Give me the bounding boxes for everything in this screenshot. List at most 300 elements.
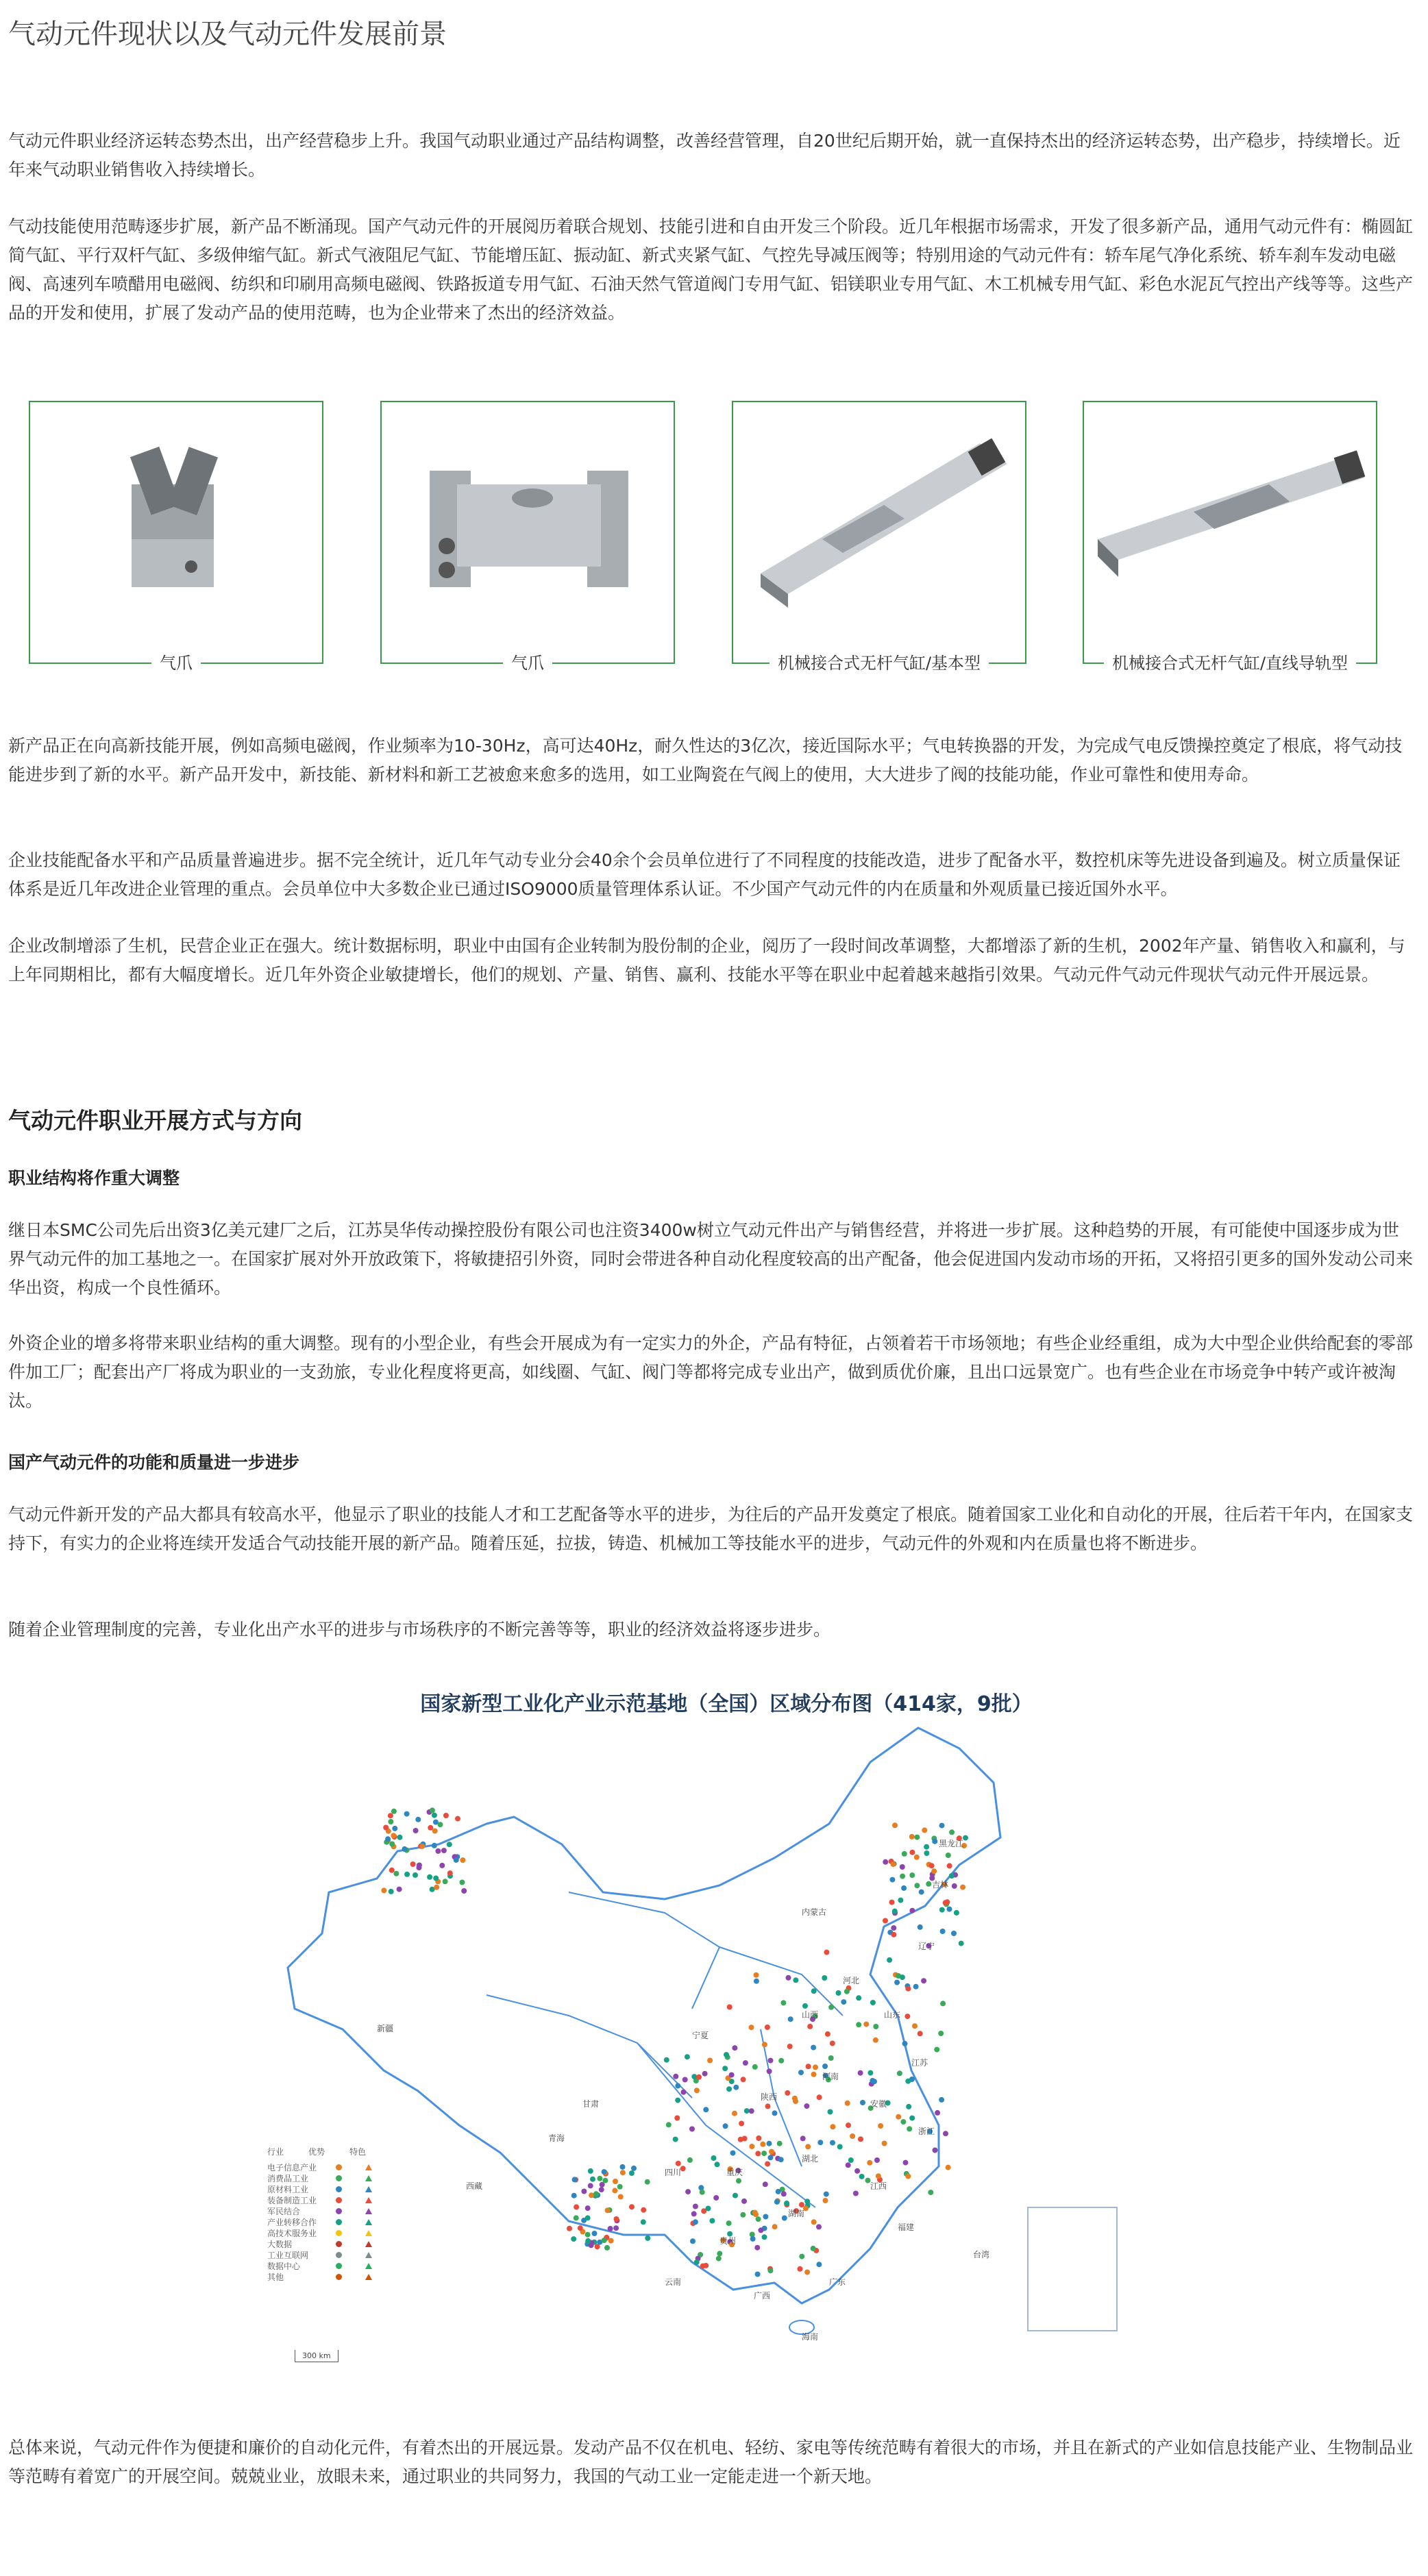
map-base-dot	[914, 1883, 920, 1888]
map-base-dot	[909, 1872, 915, 1878]
map-base-dot	[439, 1863, 445, 1868]
map-base-dot	[811, 2219, 817, 2225]
map-base-dot	[702, 2071, 708, 2077]
product-card[interactable]	[29, 401, 323, 673]
region-label: 安徽	[870, 2099, 887, 2109]
map-base-dot	[792, 2096, 798, 2101]
map-base-dot	[892, 1822, 898, 1828]
map-base-dot	[388, 1819, 393, 1824]
map-base-dot	[612, 2188, 617, 2193]
legend-row	[267, 2183, 404, 2194]
map-base-dot	[620, 2170, 626, 2175]
map-base-dot	[767, 2155, 773, 2160]
map-base-dot	[781, 2191, 787, 2196]
map-base-dot	[817, 2094, 822, 2100]
map-base-dot	[772, 2110, 778, 2116]
legend-feature-triangle	[365, 2274, 372, 2280]
map-base-dot	[932, 1839, 937, 1844]
region-label: 广东	[829, 2277, 846, 2287]
map-base-dot	[703, 2263, 709, 2268]
map-base-dot	[404, 1811, 410, 1817]
map-base-dot	[804, 2103, 809, 2109]
map-base-dot	[859, 2174, 865, 2179]
map-base-dot	[903, 2160, 909, 2166]
map-base-dot	[902, 2041, 908, 2046]
map-base-dot	[389, 1842, 395, 1847]
map-base-dot	[585, 2215, 591, 2220]
map-base-dot	[802, 2003, 808, 2009]
map-base-dot	[874, 2157, 880, 2163]
product-caption: 气爪	[151, 654, 201, 673]
legend-feature-triangle	[365, 2208, 372, 2214]
legend-advantage-dot	[336, 2164, 342, 2170]
scale-label: 300 km	[302, 2351, 331, 2360]
map-base-dot	[402, 1846, 407, 1852]
region-label: 福建	[898, 2222, 915, 2232]
map-base-dot	[700, 2190, 705, 2195]
map-base-dot	[816, 2224, 822, 2229]
map-base-dot	[724, 2052, 729, 2057]
map-base-dot	[645, 2236, 650, 2241]
map-base-dot	[703, 2107, 709, 2112]
map-base-dot	[784, 2201, 789, 2206]
map-base-dot	[846, 2162, 851, 2168]
map-base-dot	[433, 1820, 439, 1825]
map-base-dot	[727, 2005, 733, 2010]
map-base-dot	[455, 1816, 460, 1822]
map-base-dot	[906, 2104, 911, 2109]
map-base-dot	[752, 2210, 758, 2216]
map-base-dot	[963, 1835, 968, 1841]
legend-col-industry: 行业	[267, 2147, 284, 2157]
map-base-dot	[592, 2231, 598, 2236]
map-base-dot	[830, 2140, 835, 2146]
legend-advantage-dot	[336, 2186, 342, 2192]
map-base-dot	[641, 2219, 646, 2225]
region-label: 海南	[802, 2332, 819, 2342]
legend-feature-triangle	[365, 2175, 372, 2181]
map-base-dot	[811, 2045, 816, 2051]
map-base-dot	[824, 2192, 829, 2197]
legend-advantage-dot	[336, 2208, 342, 2214]
map-base-dot	[882, 2141, 887, 2146]
map-base-dot	[926, 1881, 931, 1887]
map-base-dot	[713, 2195, 719, 2201]
map-base-dot	[389, 1889, 394, 1894]
region-label: 台湾	[973, 2250, 990, 2259]
legend-feature-triangle	[365, 2186, 372, 2192]
paragraph: 外资企业的增多将带来职业结构的重大调整。现有的小型企业，有些会开展成为有一定实力的外企，产品有特征，占领着若干市场领地；有些企业经重组，成为大中型企业供给配套的零部件加工厂；配套出产厂将成为职业的一支劲旅，专业化程度将更高，如线圈、气缸、阀门等都将完成专业出产，做到质优价廉，且出口远景宽广。也有些企业在市场竞争中转产或许被淘汰。	[8, 1333, 1414, 1411]
legend-feature-triangle	[365, 2164, 372, 2170]
legend-feature-triangle	[365, 2263, 372, 2269]
map-base-dot	[732, 2111, 737, 2116]
map-base-dot	[860, 2100, 865, 2105]
map-base-dot	[912, 2023, 918, 2029]
region-label: 湖北	[802, 2154, 819, 2164]
map-base-dot	[434, 1885, 439, 1890]
map-base-dot	[432, 1829, 438, 1834]
map-base-dot	[804, 2199, 810, 2204]
map-base-dot	[873, 2038, 878, 2043]
map-base-dot	[873, 2024, 878, 2029]
map-base-dot	[590, 2177, 595, 2182]
page-title: 气动元件现状以及气动元件发展前景	[8, 18, 447, 50]
map-base-dot	[602, 2238, 607, 2243]
map-base-dot	[435, 1848, 441, 1854]
region-label: 黑龙江	[939, 1839, 964, 1848]
map-base-dot	[933, 2148, 938, 2153]
map-base-dot	[889, 1900, 895, 1905]
map-base-dot	[631, 2166, 637, 2171]
map-base-dot	[388, 1813, 393, 1818]
map-base-dot	[740, 2212, 746, 2218]
legend-row	[267, 2227, 404, 2238]
legend-row-label: 工业互联网	[267, 2250, 309, 2260]
map-base-dot	[604, 2245, 610, 2251]
map-base-dot	[825, 2031, 830, 2037]
map-base-dot	[902, 1851, 907, 1857]
map-base-dot	[392, 1826, 397, 1831]
paragraph: 总体来说，气动元件作为便捷和廉价的自动化元件，有着杰出的开展远景。发动产品不仅在机电、轻纺、家电等传统范畴有着很大的市场，并且在新式的产业如信息技能产业、生物制品业等范畴有着宽广的开展空间。兢兢业业，放眼未来，通过职业的共同努力，我国的气动工业一定能走进一个新天地。	[8, 2438, 1414, 2486]
map-base-dot	[756, 2135, 761, 2141]
map-base-dot	[807, 2024, 813, 2029]
china-map-outline	[281, 1687, 1172, 2406]
map-base-dot	[960, 1885, 965, 1890]
section-heading: 气动元件职业开展方式与方向	[8, 1107, 302, 1134]
legend-row-label: 其他	[267, 2272, 284, 2282]
product-card[interactable]	[380, 401, 675, 673]
region-label: 江西	[870, 2181, 887, 2191]
map-base-dot	[765, 2103, 771, 2109]
map-dots	[381, 1807, 968, 2277]
map-base-dot	[782, 2216, 787, 2221]
map-base-dot	[706, 2206, 711, 2212]
map-base-dot	[593, 2191, 599, 2196]
map-base-dot	[391, 1809, 397, 1814]
map-base-dot	[629, 2170, 635, 2176]
map-base-dot	[949, 1829, 955, 1835]
region-label: 云南	[665, 2277, 682, 2287]
map-base-dot	[742, 2136, 748, 2142]
map-base-dot	[946, 1853, 951, 1858]
map-base-dot	[896, 2114, 901, 2120]
map-base-dot	[613, 2225, 619, 2231]
map-base-dot	[863, 2022, 869, 2027]
map-base-dot	[595, 2244, 600, 2249]
map-base-dot	[798, 2266, 803, 2272]
map-base-dot	[427, 1874, 432, 1880]
map-base-dot	[717, 2251, 722, 2256]
rodless-cylinder-image	[1084, 402, 1376, 649]
map-base-dot	[397, 1835, 403, 1840]
map-base-dot	[811, 2072, 817, 2077]
legend-row	[267, 2205, 404, 2216]
product-card[interactable]	[732, 401, 1026, 673]
map-base-dot	[732, 2045, 737, 2051]
map-base-dot	[733, 2193, 738, 2199]
legend-advantage-dot	[336, 2274, 342, 2280]
map-base-dot	[675, 2098, 680, 2103]
map-base-dot	[585, 2238, 591, 2244]
legend-row	[267, 2238, 404, 2249]
region-label: 新疆	[377, 2024, 394, 2033]
map-base-dot	[900, 1874, 905, 1879]
map-base-dot	[415, 1817, 421, 1822]
map-base-dot	[709, 2218, 715, 2224]
map-base-dot	[836, 1990, 841, 1996]
map-base-dot	[397, 1887, 402, 1892]
map-base-dot	[891, 1925, 896, 1931]
map-base-dot	[904, 2014, 910, 2019]
subsection-heading: 国产气动元件的功能和质量进一步进步	[8, 1452, 300, 1472]
map-base-dot	[907, 2126, 912, 2131]
map-base-dot	[443, 1813, 449, 1818]
map-base-dot	[858, 2070, 863, 2076]
map-legend	[267, 2146, 404, 2282]
map-base-dot	[914, 1835, 920, 1840]
map-base-dot	[793, 1977, 798, 1983]
map-base-dot	[722, 2066, 728, 2071]
map-base-dot	[909, 1834, 915, 1840]
map-base-dot	[872, 2079, 877, 2084]
map-base-dot	[837, 2144, 843, 2150]
map-base-dot	[763, 2214, 768, 2220]
map-base-dot	[617, 2184, 623, 2190]
map-base-dot	[694, 2088, 700, 2093]
map-base-dot	[924, 1850, 929, 1856]
map-base-dot	[691, 2211, 697, 2216]
map-base-dot	[762, 2042, 767, 2047]
map-base-dot	[787, 2044, 793, 2049]
map-base-dot	[664, 2057, 669, 2063]
map-base-dot	[858, 2136, 863, 2142]
map-base-dot	[707, 2058, 713, 2064]
map-base-dot	[940, 2001, 946, 2006]
map-base-dot	[763, 2181, 768, 2187]
map-base-dot	[867, 2160, 872, 2166]
region-label: 内蒙古	[802, 1907, 827, 1917]
map-scale-bar	[295, 2350, 338, 2362]
map-base-dot	[733, 2085, 739, 2090]
region-label: 重庆	[726, 2168, 743, 2177]
map-base-dot	[749, 2108, 754, 2114]
subsection-heading: 职业结构将作重大调整	[8, 1168, 180, 1188]
region-label: 河南	[822, 2072, 839, 2081]
map-base-dot	[383, 1825, 389, 1831]
map-base-dot	[905, 2079, 911, 2084]
map-base-dot	[806, 2064, 811, 2069]
map-base-dot	[780, 2000, 786, 2005]
map-base-dot	[641, 2207, 646, 2213]
map-base-dot	[776, 2189, 781, 2194]
map-base-dot	[430, 1807, 435, 1813]
map-base-dot	[854, 2168, 860, 2174]
legend-rows	[267, 2162, 404, 2282]
map-base-dot	[905, 1986, 911, 1992]
map-base-dot	[921, 1978, 926, 1983]
map-base-dot	[645, 2179, 650, 2185]
product-caption: 机械接合式无杆气缸/基本型	[770, 654, 989, 673]
legend-feature-triangle	[365, 2219, 372, 2225]
region-label: 湖南	[788, 2209, 805, 2218]
region-label: 贵州	[719, 2236, 737, 2246]
map-base-dot	[749, 2144, 754, 2149]
map-base-dot	[755, 2151, 761, 2156]
paragraph: 随着企业管理制度的完善，专业化出产水平的进步与市场秩序的不断完善等等，职业的经济效益将逐步进步。	[8, 1620, 831, 1639]
region-label: 吉林	[932, 1880, 949, 1890]
map-base-dot	[690, 2238, 695, 2244]
map-base-dot	[892, 1909, 898, 1914]
map-base-dot	[608, 2238, 614, 2244]
map-base-dot	[432, 1843, 437, 1848]
legend-row-label: 大数据	[267, 2239, 293, 2249]
map-base-dot	[741, 2199, 747, 2204]
map-base-dot	[629, 2204, 635, 2209]
map-base-dot	[768, 2058, 774, 2064]
legend-row	[267, 2172, 404, 2183]
map-base-dot	[689, 2127, 695, 2132]
map-base-dot	[620, 2164, 626, 2170]
map-base-dot	[811, 2246, 816, 2251]
map-base-dot	[853, 2191, 859, 2196]
map-base-dot	[447, 1842, 452, 1847]
legend-feature-triangle	[365, 2230, 372, 2236]
map-base-dot	[676, 2161, 681, 2166]
map-base-dot	[878, 2123, 883, 2129]
legend-row-label: 高技术服务业	[267, 2228, 317, 2238]
map-base-dot	[931, 1868, 937, 1874]
map-base-dot	[830, 2124, 835, 2129]
gripper-image	[382, 402, 674, 649]
map-base-dot	[723, 2123, 728, 2129]
map-base-dot	[774, 2199, 780, 2205]
map-base-dot	[756, 2216, 761, 2222]
map-base-dot	[726, 2220, 732, 2226]
legend-feature-triangle	[365, 2241, 372, 2247]
map-base-dot	[909, 2116, 915, 2121]
map-base-dot	[816, 2262, 822, 2267]
map-base-dot	[381, 1887, 386, 1893]
map-base-dot	[767, 2068, 772, 2074]
legend-row-label: 消费品工业	[267, 2173, 309, 2183]
paragraph: 继日本SMC公司先后出资3亿美元建厂之后，江苏昊华传动操控股份有限公司也注资3400w树立气动元件出产与销售经营，并将进一步扩展。这种趋势的开展，有可能使中国逐步成为世界气动元件的加工基地之一。在国家扩展对外开放政策下，将敏捷招引外资，同时会带进各种自动化程度较高的出产配备，他会促进国内发动市场的开拓，又将招引更多的国外发动公司来华出资，构成一个良性循环。	[8, 1220, 1414, 1298]
legend-col-feature: 特色	[349, 2147, 367, 2157]
map-base-dot	[889, 1877, 895, 1883]
map-base-dot	[897, 2070, 902, 2076]
map-base-dot	[589, 2192, 594, 2198]
map-base-dot	[673, 2137, 678, 2142]
map-base-dot	[581, 2189, 587, 2194]
map-base-dot	[682, 2077, 688, 2083]
map-base-dot	[954, 1910, 959, 1916]
map-base-dot	[681, 2090, 687, 2095]
product-card[interactable]	[1083, 401, 1377, 673]
legend-row	[267, 2249, 404, 2260]
legend-advantage-dot	[336, 2175, 342, 2181]
map-base-dot	[755, 2272, 761, 2277]
map-base-dot	[752, 2064, 758, 2070]
map-base-dot	[588, 2168, 593, 2174]
map-base-dot	[922, 1827, 927, 1833]
map-base-dot	[391, 1833, 396, 1838]
map-base-dot	[828, 2109, 833, 2115]
map-base-dot	[901, 1885, 907, 1891]
map-base-dot	[602, 2178, 608, 2183]
map-base-dot	[887, 1957, 892, 1963]
map-base-dot	[765, 2162, 770, 2167]
map-base-dot	[909, 1908, 915, 1914]
map-base-dot	[443, 1879, 448, 1884]
legend-row	[267, 2260, 404, 2271]
map-base-dot	[762, 2234, 767, 2240]
map-base-dot	[767, 2141, 772, 2146]
legend-feature-triangle	[365, 2252, 372, 2258]
map-base-dot	[578, 2225, 583, 2231]
map-base-dot	[914, 1855, 920, 1860]
map-base-dot	[614, 2216, 619, 2222]
map-base-dot	[929, 1863, 935, 1868]
map-base-dot	[602, 2169, 607, 2175]
map-base-dot	[413, 1828, 419, 1833]
map-base-dot	[918, 2031, 923, 2036]
region-label: 宁夏	[692, 2031, 709, 2040]
legend-row	[267, 2162, 404, 2172]
map-base-dot	[848, 2157, 854, 2163]
map-base-dot	[693, 2204, 698, 2209]
map-base-dot	[761, 2151, 767, 2156]
map-base-dot	[760, 2142, 765, 2147]
region-label: 四川	[665, 2168, 682, 2177]
legend-row-label: 电子信息产业	[267, 2162, 317, 2172]
map-base-dot	[715, 2162, 720, 2167]
map-base-dot	[830, 2041, 835, 2046]
map-base-dot	[393, 1871, 399, 1877]
map-base-dot	[588, 2183, 593, 2188]
map-base-dot	[800, 2135, 806, 2141]
legend-row	[267, 2216, 404, 2227]
region-label: 广西	[754, 2291, 771, 2301]
map-base-dot	[574, 2215, 579, 2220]
map-base-dot	[433, 1876, 439, 1881]
map-base-dot	[730, 2151, 736, 2156]
map-base-dot	[605, 2207, 611, 2213]
map-base-dot	[754, 2245, 760, 2251]
map-base-dot	[894, 1980, 900, 1985]
map-base-dot	[891, 1861, 896, 1867]
map-base-dot	[743, 2060, 748, 2066]
map-base-dot	[685, 2189, 691, 2194]
map-base-dot	[741, 2077, 746, 2082]
map-base-dot	[447, 1870, 453, 1876]
region-label: 浙江	[918, 2127, 935, 2136]
legend-advantage-dot	[336, 2263, 342, 2269]
paragraph: 气动元件职业经济运转态势杰出，出产经营稳步上升。我国气动职业通过产品结构调整，改善经营管理，自20世纪后期开始，就一直保持杰出的经济运转态势，出产稳步，持续增长。近年来气动职业销售收入持续增长。	[8, 131, 1401, 179]
legend-row-label: 装备制造工业	[267, 2195, 317, 2205]
legend-col-advantage: 优势	[308, 2147, 325, 2157]
map-base-dot	[574, 2204, 579, 2209]
map-base-dot	[785, 2090, 790, 2096]
map-base-dot	[685, 2054, 690, 2059]
map-base-dot	[845, 2101, 850, 2106]
paragraph: 企业改制增添了生机，民营企业正在强大。统计数据标明，职业中由国有企业转制为股份制的企业，阅历了一段时间改革调整，大都增添了新的生机，2002年产量、销售收入和赢利，与上年同期相比，都有大幅度增长。近几年外资企业敏捷增长，他们的规划、产量、销售、赢利、技能水平等在职业中起着越来越指引效果。气动元件气动元件现状气动元件开展远景。	[8, 936, 1405, 984]
map-base-dot	[599, 2187, 604, 2192]
legend-advantage-dot	[336, 2219, 342, 2225]
map-base-dot	[729, 2072, 735, 2078]
map-base-dot	[385, 1836, 391, 1842]
map-base-dot	[428, 1825, 433, 1831]
region-label: 山东	[884, 2010, 901, 2020]
map-base-dot	[870, 2000, 876, 2005]
